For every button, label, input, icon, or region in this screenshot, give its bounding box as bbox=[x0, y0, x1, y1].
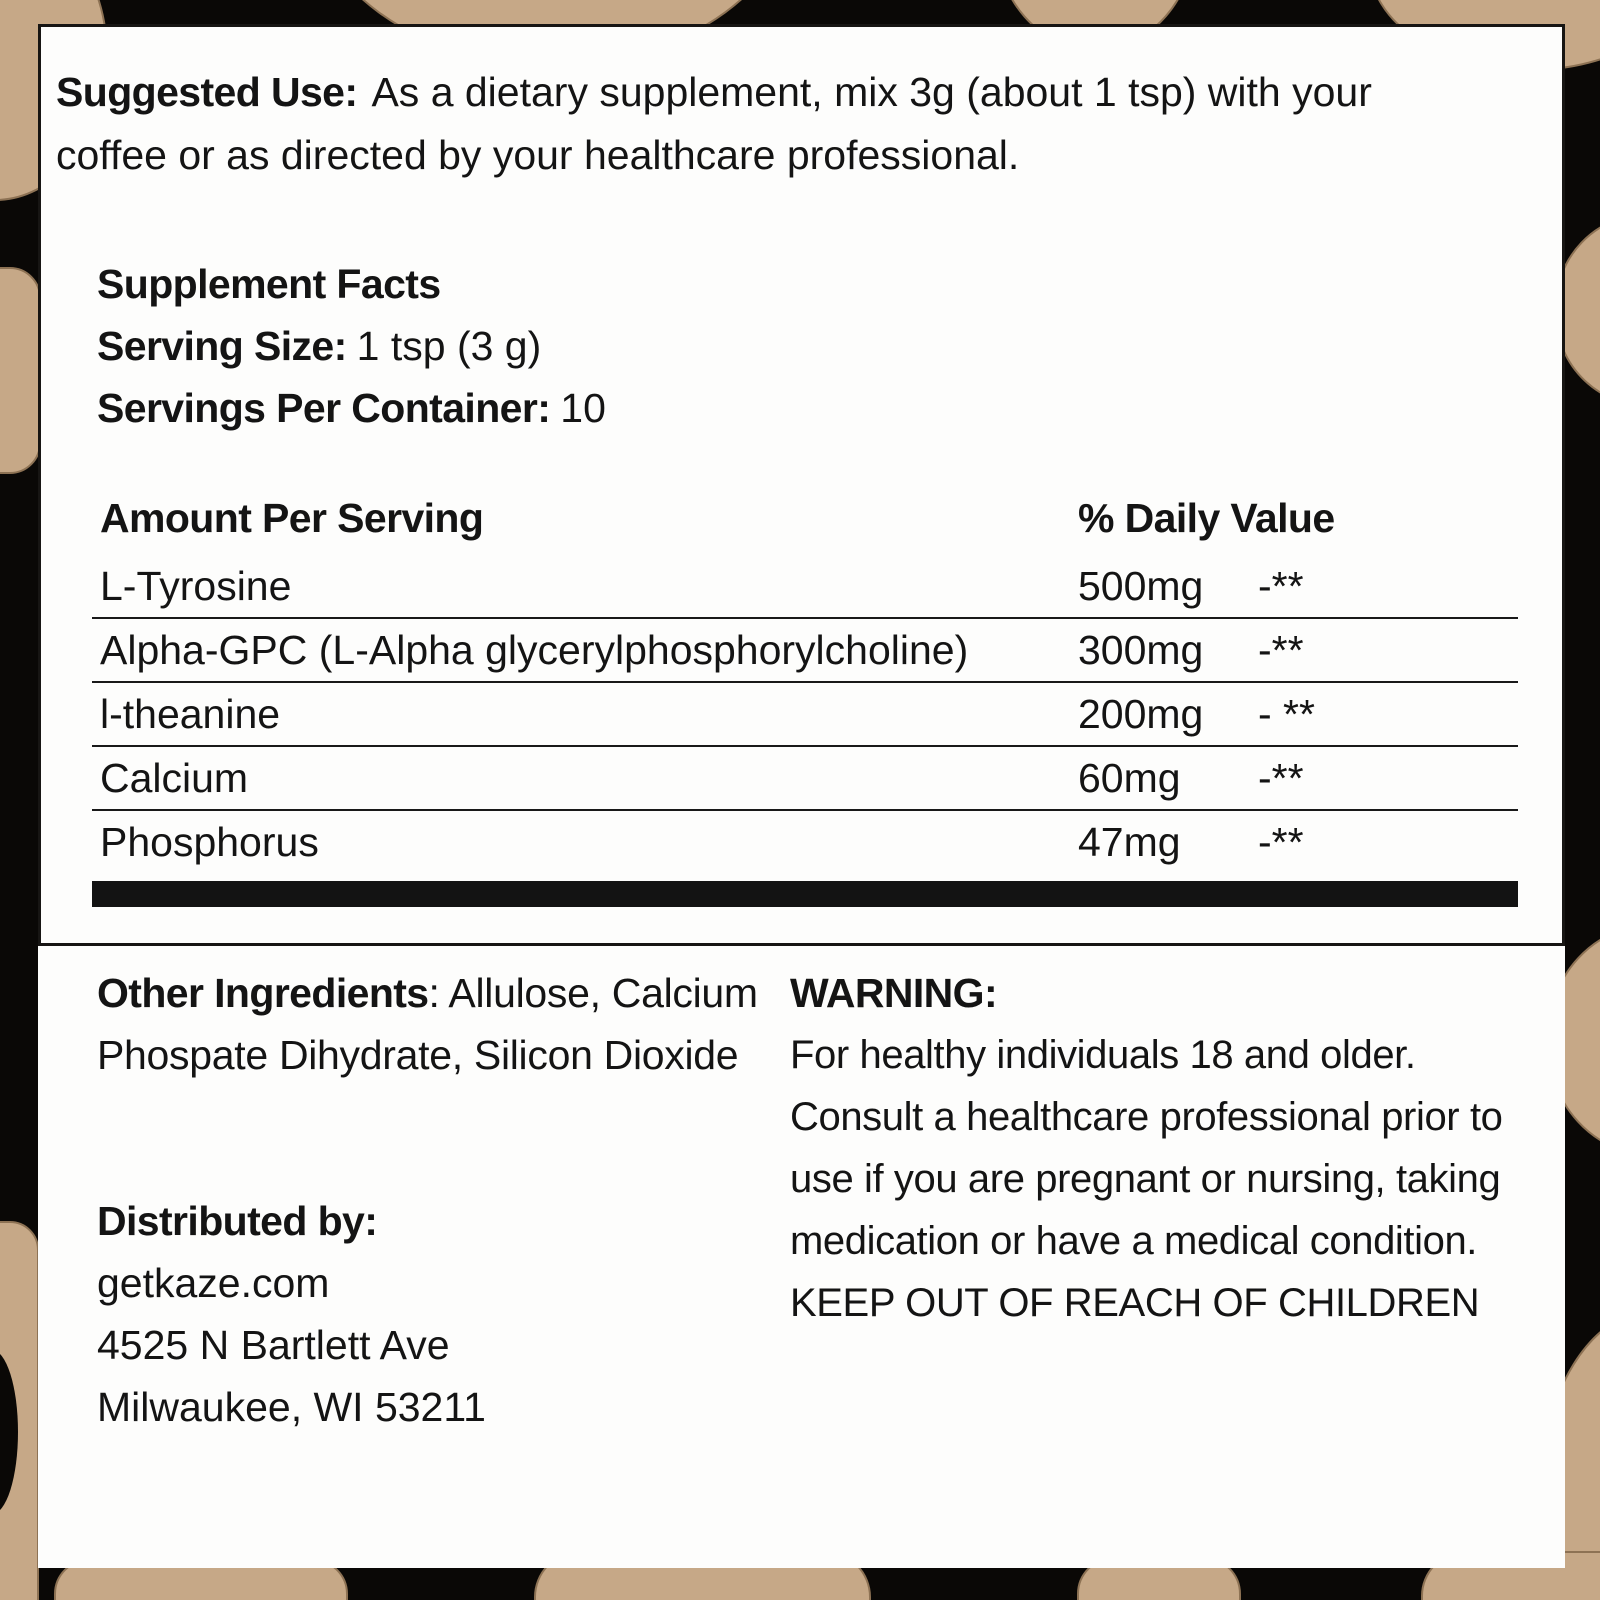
table-row bbox=[92, 745, 1518, 809]
ingredient-amount: 60mg bbox=[1078, 754, 1181, 801]
ingredient-amount: 200mg bbox=[1078, 690, 1204, 737]
ingredient-name: Alpha-GPC (L-Alpha glycerylphosphorylcholine) bbox=[100, 626, 969, 673]
warning-text: For healthy individuals 18 and older. Consult a healthcare professional prior to use if you are pregnant or nursing, taking medication or have a medical condition. KEEP OUT OF REACH OF CHILDREN bbox=[790, 1033, 1503, 1325]
distributor-block bbox=[97, 1190, 486, 1438]
warning-label: WARNING: bbox=[790, 970, 998, 1016]
supplement-facts-title: Supplement Facts bbox=[97, 261, 441, 307]
servings-value: 10 bbox=[560, 385, 606, 431]
table-row bbox=[92, 617, 1518, 681]
serving-size-value: 1 tsp (3 g) bbox=[356, 323, 542, 369]
ingredient-daily-value: -** bbox=[1258, 626, 1304, 673]
serving-size-line bbox=[97, 315, 606, 377]
warning-block bbox=[790, 962, 1510, 1334]
facts-table-header bbox=[92, 495, 1518, 555]
supplement-facts-panel bbox=[38, 24, 1565, 946]
other-ingredients-paragraph bbox=[97, 962, 787, 1086]
other-ingredients-label: Other Ingredients bbox=[97, 970, 429, 1016]
suggested-use-label: Suggested Use: bbox=[56, 69, 358, 115]
ingredient-name: Phosphorus bbox=[100, 818, 319, 865]
distributed-by-label: Distributed by: bbox=[97, 1198, 378, 1244]
tan-stripe-left-upper bbox=[0, 268, 40, 473]
ingredient-daily-value: -** bbox=[1258, 818, 1304, 865]
other-ingredients-text: : Allulose, Calcium Phospate Dihydrate, Silicon Dioxide bbox=[97, 970, 758, 1078]
table-row bbox=[92, 555, 1518, 617]
table-row bbox=[92, 809, 1518, 873]
distributor-website: getkaze.com bbox=[97, 1260, 330, 1306]
table-bottom-bar bbox=[92, 881, 1518, 907]
ingredient-daily-value: - ** bbox=[1258, 690, 1315, 737]
table-row bbox=[92, 681, 1518, 745]
ingredient-name: Calcium bbox=[100, 754, 249, 801]
ingredient-daily-value: -** bbox=[1258, 562, 1304, 609]
ingredient-amount: 47mg bbox=[1078, 818, 1181, 865]
ingredient-amount: 500mg bbox=[1078, 562, 1204, 609]
ingredient-name: l-theanine bbox=[100, 690, 281, 737]
facts-header-block bbox=[97, 253, 606, 439]
ingredient-amount: 300mg bbox=[1078, 626, 1204, 673]
serving-size-label: Serving Size: bbox=[97, 323, 347, 369]
facts-table bbox=[92, 495, 1518, 907]
suggested-use-paragraph bbox=[56, 61, 1456, 187]
suggested-use-text: As a dietary supplement, mix 3g (about 1 tsp) with your coffee or as directed by your healthcare professional. bbox=[56, 69, 1372, 178]
distributor-street: 4525 N Bartlett Ave bbox=[97, 1322, 450, 1368]
distributor-city: Milwaukee, WI 53211 bbox=[97, 1384, 486, 1430]
daily-value-header: % Daily Value bbox=[1078, 495, 1335, 541]
amount-per-serving-header: Amount Per Serving bbox=[100, 495, 484, 541]
info-panel bbox=[38, 946, 1565, 1568]
ingredient-name: L-Tyrosine bbox=[100, 562, 292, 609]
servings-label: Servings Per Container: bbox=[97, 385, 551, 431]
ingredient-daily-value: -** bbox=[1258, 754, 1304, 801]
servings-per-container-line bbox=[97, 377, 606, 439]
